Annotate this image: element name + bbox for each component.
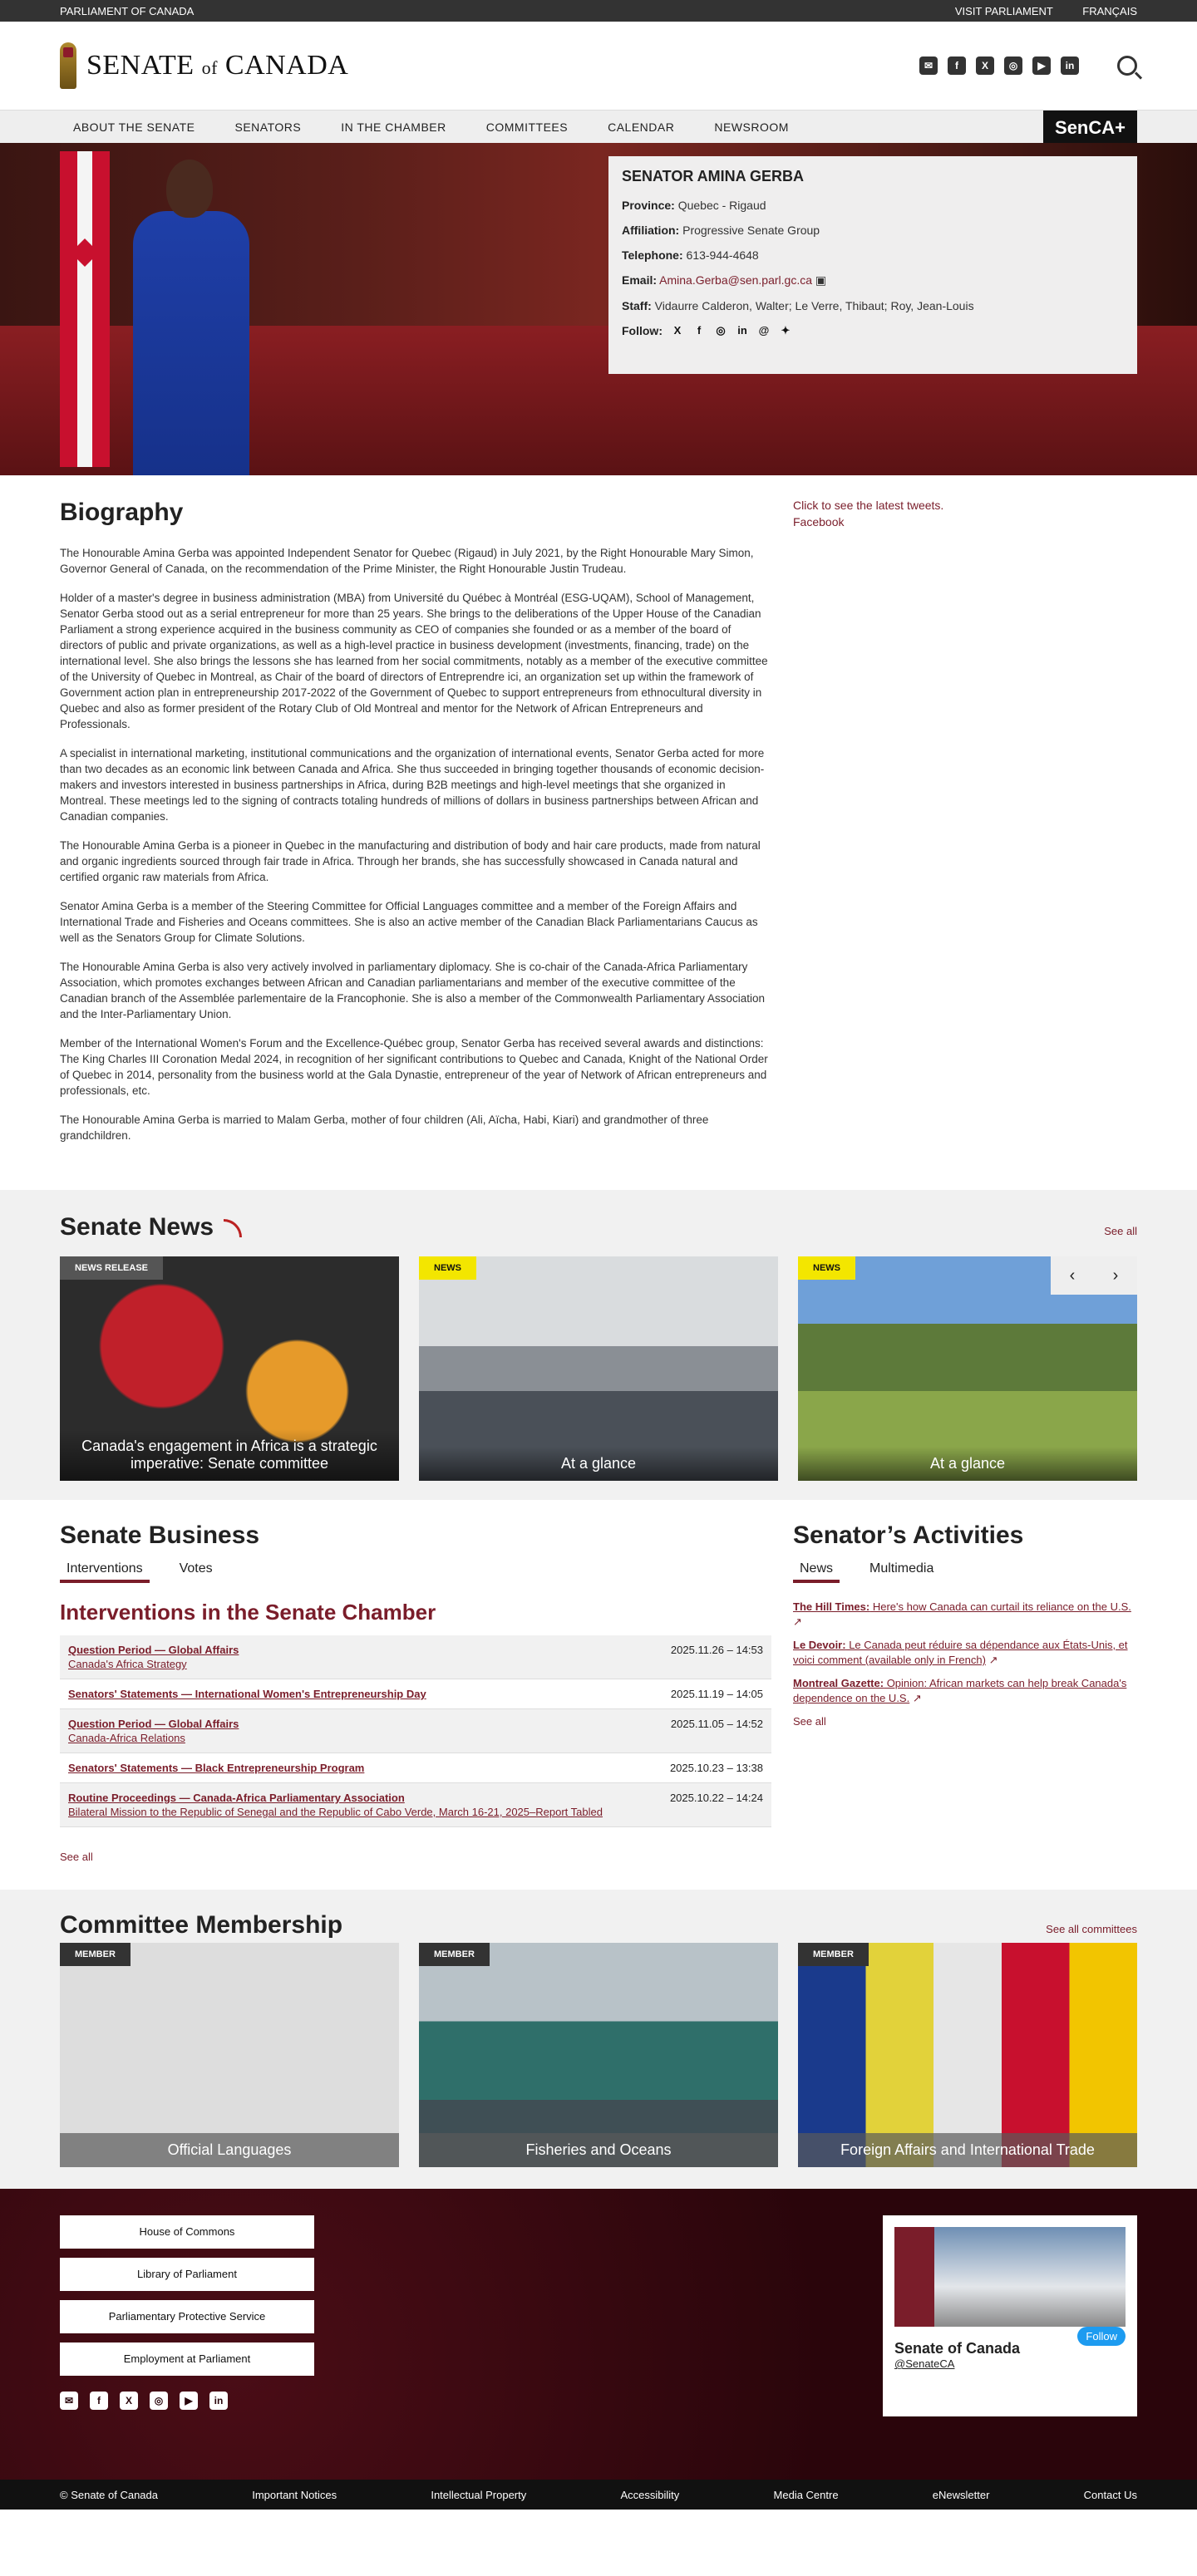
interventions-see-all-link[interactable]: See all (60, 1851, 93, 1863)
external-link-icon: ↗ (912, 1692, 922, 1704)
senate-news-title: Senate News (60, 1213, 214, 1241)
intellectual-property-link[interactable]: Intellectual Property (431, 2488, 527, 2501)
nav-about[interactable]: ABOUT THE SENATE (73, 120, 195, 134)
bio-paragraph: The Honourable Amina Gerba is a pioneer in Quebec in the manufacturing and distribution of body and hair care products, made from natural and organic ingredients sourced through fair trade in Africa. Through her brands, she has successfully showcased in Canada natural and certified organic raw materials from Africa. (60, 839, 761, 883)
mace-icon (60, 42, 76, 89)
table-row (60, 1679, 771, 1709)
activities-see-all-link[interactable]: See all (793, 1715, 826, 1728)
telephone-value: 613-944-4648 (686, 248, 759, 262)
intervention-link[interactable]: Question Period — Global Affairs (68, 1718, 239, 1730)
senator-photo (125, 160, 258, 475)
table-row (60, 1753, 771, 1783)
bio-paragraph: The Honourable Amina Gerba was appointed Independent Senator for Quebec (Rigaud) in July 2021, by the Right Honourable Mary Simon, Governor General of Canada, on the recommendation of the Prime Minister, the Right Honourable Justin Trudeau. (60, 547, 754, 575)
bluesky-icon[interactable]: ✦ (781, 324, 791, 337)
intervention-link[interactable]: Routine Proceedings — Canada-Africa Parliamentary Association (68, 1792, 405, 1804)
member-badge: MEMBER (798, 1943, 869, 1966)
canada-flag (60, 151, 110, 467)
province-label: Province: (622, 199, 675, 212)
intervention-link[interactable]: Question Period — Global Affairs (68, 1644, 239, 1656)
rss-icon[interactable] (224, 1219, 242, 1237)
bio-paragraph: A specialist in international marketing, institutional communications and the organization of international events, Senator Gerba acted for more than two decades as an economic link between Canada and Africa. She thus succeeded in bringing together thousands of economic decision-makers and investors interested in business partnerships in Africa, during B2B meetings and high-level meetings that she organized in Montreal. These meetings led to the signing of contracts totaling hundreds of millions of dollars in business partnerships between African and Canadian companies. (60, 747, 765, 823)
senator-info-card (608, 156, 1137, 374)
tab-multimedia[interactable]: Multimedia (869, 1561, 934, 1576)
intervention-date: 2025.10.22 – 14:24 (669, 1792, 763, 1804)
senator-name: SENATOR AMINA GERBA (622, 168, 805, 184)
parliament-topbar (0, 0, 1197, 22)
member-badge: MEMBER (419, 1943, 490, 1966)
linkedin-icon[interactable]: in (737, 324, 747, 337)
table-row (60, 1783, 771, 1827)
committee-card[interactable] (60, 1943, 399, 2167)
library-of-parliament-link[interactable]: Library of Parliament (60, 2258, 314, 2291)
instagram-icon[interactable]: ◎ (150, 2392, 168, 2410)
external-link-icon: ↗ (793, 1615, 802, 1628)
staff-value: Vidaurre Calderon, Walter; Le Verre, Thibaut; Roy, Jean-Louis (654, 299, 974, 312)
activity-item[interactable]: Montreal Gazette: Opinion: African markets can help break Canada's dependence on the U.S. ↗ (793, 1677, 1127, 1704)
news-caption: At a glance (798, 1447, 1137, 1481)
twitter-handle[interactable]: @SenateCA (894, 2357, 955, 2370)
facebook-icon[interactable]: f (948, 57, 966, 75)
twitter-account-name: Senate of Canada (894, 2340, 1021, 2357)
intervention-date: 2025.11.19 – 14:05 (670, 1688, 763, 1700)
nav-senators[interactable]: SENATORS (234, 120, 302, 134)
accessibility-link[interactable]: Accessibility (620, 2488, 680, 2501)
senate-building-image (894, 2227, 1126, 2327)
news-badge: NEWS (798, 1256, 855, 1280)
email-link[interactable]: Amina.Gerba@sen.parl.gc.ca (659, 273, 812, 287)
affiliation-label: Affiliation: (622, 224, 680, 237)
house-of-commons-link[interactable]: House of Commons (60, 2215, 314, 2249)
staff-label: Staff: (622, 299, 652, 312)
language-toggle-link[interactable]: FRANÇAIS (1082, 4, 1137, 17)
committee-card[interactable] (419, 1943, 778, 2167)
intervention-sub-link[interactable]: Canada-Africa Relations (68, 1732, 185, 1744)
main-nav (0, 110, 1197, 143)
protective-service-link[interactable]: Parliamentary Protective Service (60, 2300, 314, 2333)
follow-label: Follow: (622, 324, 663, 337)
senate-logo[interactable] (60, 42, 348, 89)
facebook-link[interactable]: Facebook (793, 515, 845, 528)
contact-us-link[interactable]: Contact Us (1083, 2488, 1137, 2501)
senate-news-section (0, 1190, 1197, 1500)
biography-title: Biography (60, 499, 184, 526)
x-icon[interactable]: X (976, 57, 994, 75)
telephone-label: Telephone: (622, 248, 683, 262)
nav-newsroom[interactable]: NEWSROOM (714, 120, 789, 134)
instagram-icon[interactable]: ◎ (1004, 57, 1022, 75)
member-badge: MEMBER (60, 1943, 131, 1966)
activities-title: Senator’s Activities (793, 1522, 1024, 1549)
search-icon[interactable] (1117, 56, 1137, 76)
important-notices-link[interactable]: Important Notices (252, 2488, 337, 2501)
nav-calendar[interactable]: CALENDAR (608, 120, 675, 134)
table-row (60, 1709, 771, 1753)
tab-votes[interactable]: Votes (179, 1561, 213, 1576)
committees-see-all-link[interactable]: See all committees (1046, 1923, 1137, 1935)
bio-paragraph: Holder of a master's degree in business administration (MBA) from Université du Québec à Montréal (ESG-UQAM), School of Management, Senator Gerba stood out as a serial entrepreneur for more than 25 years. She brings to the deliberations of the Upper House of the Canadian Parliament a strong experience acquired in the business community as CEO of companies she founded or as a member of the board of directors of public and private organizations, as well as a high-level practice in business development (investments, financing, trade) on the international level. She also brings the lessons she has learned from her social commitments, notably as a member of the executive committee of the University of Quebec in Montreal, as Chair of the board of directors of Entreprendre ici, an organization set up within the framework of Government action plan in entrepreneurship 2017-2022 of the Government of Quebec to support entrepreneurs from ethnocultural diversity in Quebec and also as former president of the Rotary Club of Old Montreal and mentor for the Network of African Entrepreneurs and Professionals. (60, 592, 768, 730)
x-icon[interactable]: X (120, 2392, 138, 2410)
carousel-prev-button[interactable]: ‹ (1051, 1256, 1094, 1295)
bio-paragraph: The Honourable Amina Gerba is married to Malam Gerba, mother of four children (Ali, Aïcha, Habi, Kiari) and grandmother of three grandchildren. (60, 1113, 709, 1142)
media-centre-link[interactable]: Media Centre (773, 2488, 839, 2501)
intervention-link[interactable]: Senators' Statements — Black Entrepreneurship Program (68, 1762, 365, 1774)
carousel-next-button[interactable]: › (1094, 1256, 1137, 1295)
news-card[interactable] (60, 1256, 399, 1481)
news-badge: NEWS (419, 1256, 476, 1280)
intervention-date: 2025.11.05 – 14:52 (670, 1718, 763, 1730)
interventions-title: Interventions in the Senate Chamber (60, 1600, 436, 1625)
affiliation-value: Progressive Senate Group (682, 224, 820, 237)
visit-parliament-link[interactable]: VISIT PARLIAMENT (954, 4, 1053, 17)
enewsletter-link[interactable]: eNewsletter (932, 2488, 990, 2501)
twitter-widget (883, 2215, 1137, 2416)
youtube-icon[interactable]: ▶ (180, 2392, 198, 2410)
committee-title: Committee Membership (60, 1911, 343, 1939)
committee-caption: Foreign Affairs and International Trade (798, 2133, 1137, 2167)
external-link-icon: ↗ (988, 1654, 998, 1666)
senate-business-section (0, 1500, 1197, 1890)
committee-card[interactable] (798, 1943, 1137, 2167)
intervention-date: 2025.10.23 – 13:38 (669, 1762, 763, 1774)
parliament-link[interactable]: PARLIAMENT OF CANADA (60, 4, 195, 17)
committee-caption: Official Languages (60, 2133, 399, 2167)
email-icon[interactable]: ✉ (919, 57, 938, 75)
bottom-bar (0, 2480, 1197, 2510)
bio-paragraph: Member of the International Women's Forum and the Excellence-Québec group, Senator Gerba has received several awards and distinctions: The King Charles III Coronation Medal 2024, in recognition of her significant contributions to Quebec and Canada, Knight of the National Order of Quebec in 2014, personality from the business world at the Gala Dynastie, entrepreneur of the year of Network of African entrepreneurs and professionals, etc. (60, 1037, 768, 1097)
twitter-follow-button[interactable]: Follow (1077, 2327, 1126, 2346)
instagram-icon[interactable]: ◎ (716, 324, 726, 337)
news-card[interactable] (419, 1256, 778, 1481)
interventions-table (60, 1635, 771, 1827)
linkedin-icon[interactable]: in (1061, 57, 1079, 75)
intervention-link[interactable]: Senators' Statements — International Women's Entrepreneurship Day (68, 1688, 426, 1700)
threads-icon[interactable]: @ (758, 324, 770, 337)
intervention-sub-link[interactable]: Bilateral Mission to the Republic of Senegal and the Republic of Cabo Verde, March 16-21, 2025–Report Tabled (68, 1806, 603, 1818)
committee-membership-section (0, 1890, 1197, 2189)
activity-item[interactable]: Le Devoir: Le Canada peut réduire sa dépendance aux États-Unis, et voici comment (available only in French) ↗ (793, 1639, 1128, 1666)
province-value: Quebec - Rigaud (677, 199, 766, 212)
nav-chamber[interactable]: IN THE CHAMBER (341, 120, 446, 134)
senator-hero (0, 143, 1197, 475)
news-badge: NEWS RELEASE (60, 1256, 163, 1280)
site-footer (0, 2189, 1197, 2480)
employment-link[interactable]: Employment at Parliament (60, 2342, 314, 2376)
committee-caption: Fisheries and Oceans (419, 2133, 778, 2167)
intervention-sub-link[interactable]: Canada's Africa Strategy (68, 1658, 187, 1670)
senca-button[interactable]: SenCA+ (1043, 111, 1137, 145)
table-row (60, 1635, 771, 1679)
bio-paragraph: Senator Amina Gerba is a member of the Steering Committee for Official Languages committee and a member of the Foreign Affairs and International Trade and Fisheries and Oceans committees. She is also an active member of the Canadian Black Parliamentarians Caucus as well as the Senators Group for Climate Solutions. (60, 900, 758, 944)
nav-committees[interactable]: COMMITTEES (485, 120, 569, 134)
biography-section (0, 475, 1197, 1190)
linkedin-icon[interactable]: in (209, 2392, 228, 2410)
news-see-all-link[interactable]: See all (1104, 1225, 1137, 1237)
bio-paragraph: The Honourable Amina Gerba is also very actively involved in parliamentary diplomacy. She is co-chair of the Canada-Africa Parliamentary Association, which promotes exchanges between African and Canadian parliamentarians and member of the executive committee of the Canadian branch of the Assemblée parlementaire de la Francophonie. She is also a member of the Commonwealth Parliamentary Association and the Inter-Parliamentary Union. (60, 961, 765, 1020)
activity-item[interactable]: The Hill Times: Here's how Canada can curtail its reliance on the U.S. ↗ (793, 1600, 1131, 1628)
news-caption: Canada's engagement in Africa is a strategic imperative: Senate committee (60, 1429, 399, 1481)
tab-interventions[interactable]: Interventions (60, 1561, 150, 1583)
email-label: Email: (622, 273, 658, 287)
x-icon[interactable]: X (673, 324, 682, 337)
youtube-icon[interactable]: ▶ (1032, 57, 1051, 75)
copyright: © Senate of Canada (60, 2488, 158, 2501)
news-caption: At a glance (419, 1447, 778, 1481)
senate-business-title: Senate Business (60, 1522, 260, 1549)
tab-news[interactable]: News (793, 1561, 840, 1583)
site-header (0, 22, 1197, 110)
contact-card-icon[interactable]: ▣ (815, 273, 827, 287)
email-icon[interactable]: ✉ (60, 2392, 78, 2410)
facebook-icon[interactable]: f (90, 2392, 108, 2410)
latest-tweets-link[interactable]: Click to see the latest tweets. (793, 499, 944, 512)
logo-text: SENATE of CANADA (86, 50, 349, 81)
intervention-date: 2025.11.26 – 14:53 (670, 1644, 763, 1656)
facebook-icon[interactable]: f (697, 324, 702, 337)
